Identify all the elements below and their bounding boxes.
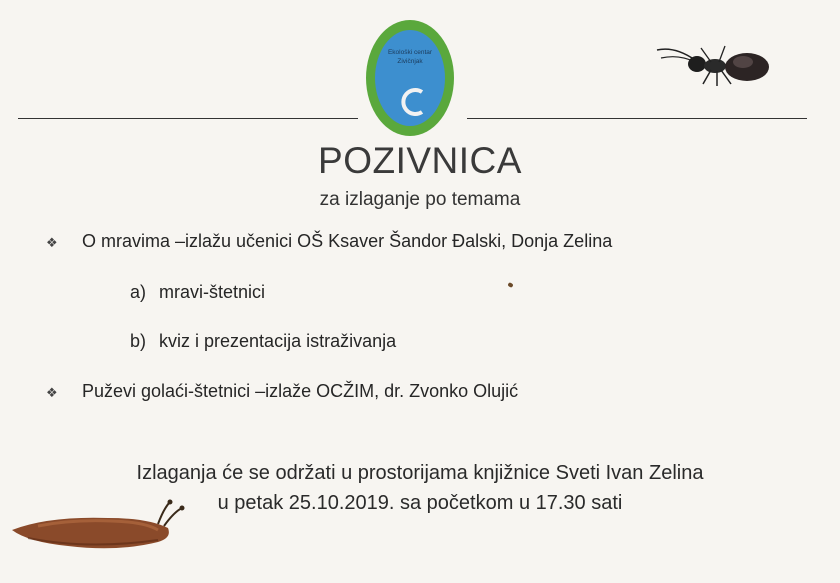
diamond-bullet-icon: ❖ — [46, 385, 58, 400]
page-title: POZIVNICA — [318, 140, 522, 181]
paper-speck — [507, 282, 513, 288]
diamond-bullet-icon: ❖ — [46, 235, 58, 250]
topic-item-ants — [46, 231, 612, 252]
subtopic-marker: a) — [130, 282, 147, 302]
ant-illustration — [655, 40, 775, 88]
topic-text: O mravima –izlažu učenici OŠ Ksaver Šandor Đalski, Donja Zelina — [82, 231, 613, 251]
header-rule-right — [467, 118, 807, 119]
header-rule-left — [18, 118, 358, 119]
logo-text-line1: Ekološki centar — [387, 49, 433, 56]
logo-emblem — [358, 14, 462, 142]
subtopic-text: mravi-štetnici — [159, 282, 266, 302]
subtopic-text: kviz i prezentacija istraživanja — [159, 331, 397, 351]
logo-text-line2: Zivičnjak — [397, 58, 423, 65]
notice-line-1: Izlaganja će se održati u prostorijama knjižnice Sveti Ivan Zelina — [136, 462, 704, 484]
topic-text: Puževi golaći-štetnici –izlaže OCŽIM, dr. Zvonko Olujić — [82, 381, 519, 401]
subtopic-marker: b) — [130, 331, 147, 351]
page-subtitle: za izlaganje po temama — [319, 189, 521, 210]
subtopic-b — [130, 331, 396, 352]
subtopic-a — [130, 282, 265, 303]
slug-illustration — [8, 494, 188, 564]
notice-line-2: u petak 25.10.2019. sa početkom u 17.30 sati — [217, 492, 623, 514]
topic-item-slugs — [46, 381, 518, 402]
